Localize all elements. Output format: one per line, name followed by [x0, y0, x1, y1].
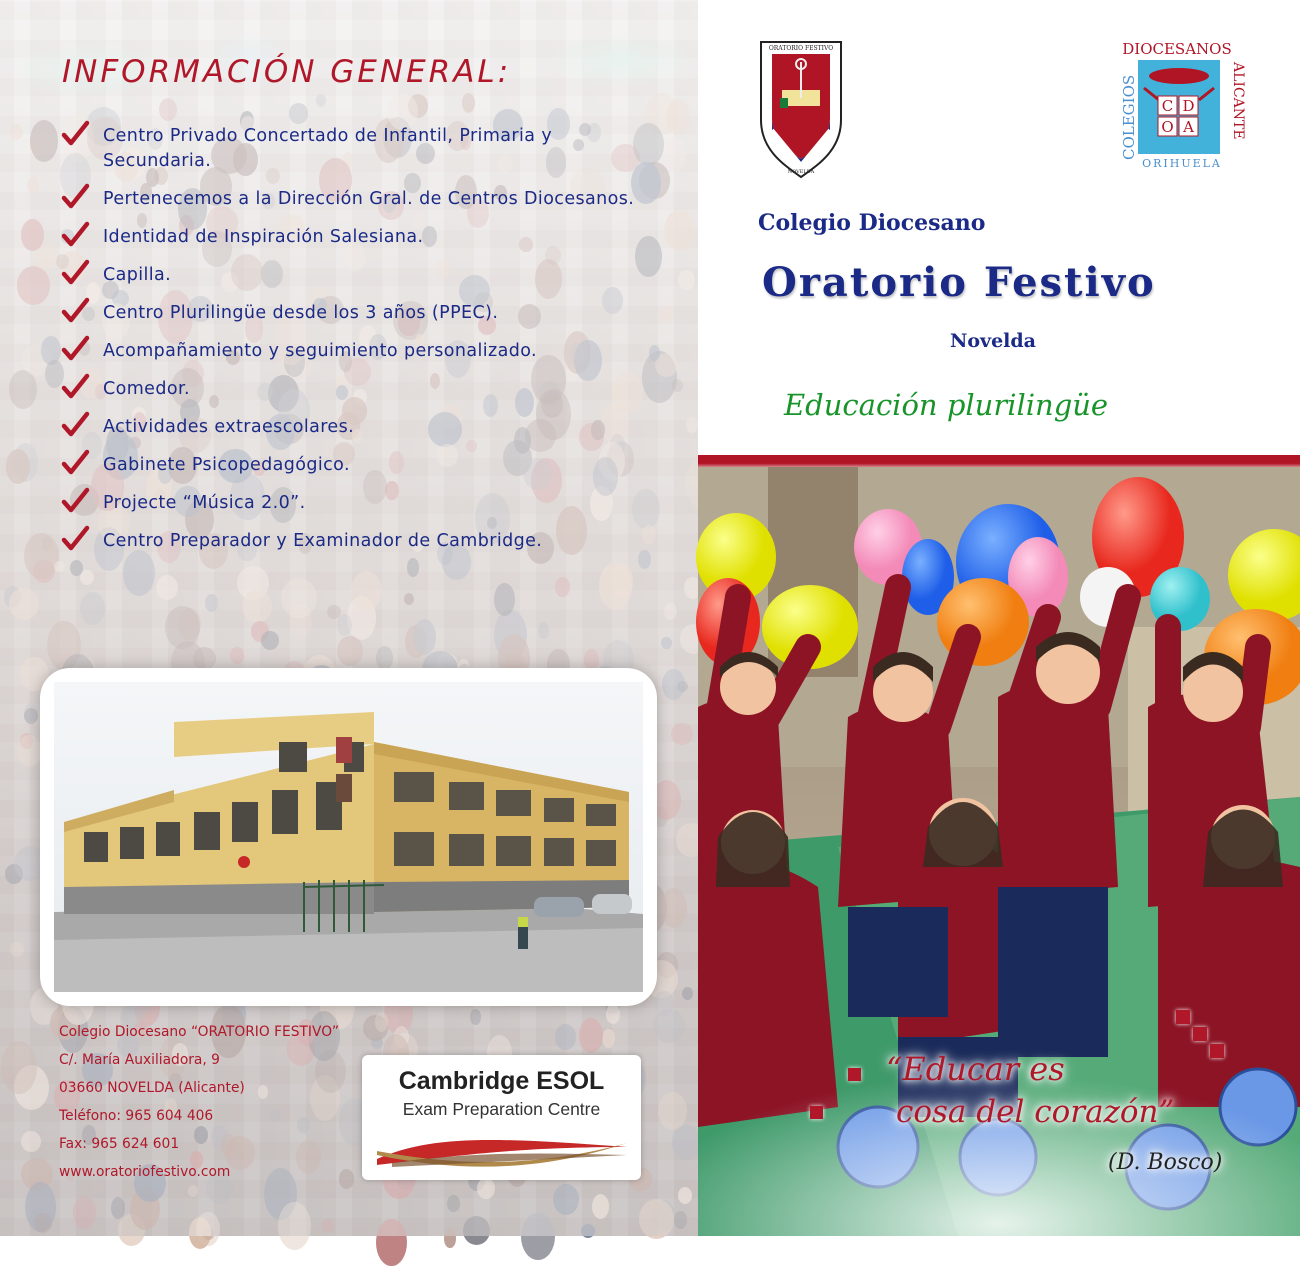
info-item	[60, 529, 660, 554]
school-shield-logo	[758, 40, 844, 180]
cdoa-letter: D	[1182, 97, 1195, 115]
school-building-photo	[54, 682, 643, 992]
info-item	[60, 263, 660, 288]
check-icon	[60, 410, 90, 440]
check-icon	[60, 334, 90, 364]
check-icon	[60, 182, 90, 212]
check-icon	[60, 524, 90, 554]
info-item	[60, 377, 660, 402]
info-item-text: Identidad de Inspiración Salesiana.	[103, 227, 424, 247]
contact-phone: Teléfono: 965 604 406	[59, 1108, 214, 1124]
cdoa-letter: C	[1161, 97, 1174, 115]
info-item	[60, 415, 660, 440]
cdoa-letter: A	[1183, 118, 1194, 136]
info-item-text: Pertenecemos a la Dirección Gral. de Centros Diocesanos.	[103, 189, 635, 209]
check-icon	[60, 220, 90, 250]
info-item-text: Gabinete Psicopedagógico.	[103, 455, 350, 475]
colegios-diocesanos-logo	[1114, 40, 1246, 170]
cambridge-esol-title: Cambridge ESOL	[398, 1067, 605, 1095]
info-item	[60, 124, 660, 174]
decorative-square	[848, 1068, 861, 1081]
cdoa-logo-bottom: ORIHUELA	[1142, 157, 1222, 170]
info-item-text: Centro Privado Concertado de Infantil, Primaria y Secundaria.	[103, 126, 553, 171]
cambridge-esol-logo	[362, 1055, 641, 1180]
decorative-square	[1193, 1027, 1207, 1041]
shield-logo-text-bottom: NOVELDA	[787, 169, 815, 175]
cdoa-letter: O	[1161, 118, 1174, 136]
school-town: Novelda	[950, 330, 1036, 352]
contact-city: 03660 NOVELDA (Alicante)	[59, 1080, 245, 1096]
info-item	[60, 301, 660, 326]
check-icon	[60, 486, 90, 516]
check-icon	[60, 448, 90, 478]
info-item-text: Centro Preparador y Examinador de Cambridge.	[103, 531, 543, 551]
info-item-text: Projecte “Música 2.0”.	[103, 493, 306, 513]
school-prefix: Colegio Diocesano	[758, 210, 986, 236]
contact-school-name: Colegio Diocesano “ORATORIO FESTIVO”	[59, 1024, 339, 1040]
cdoa-logo-top: DIOCESANOS	[1122, 40, 1232, 58]
cdoa-logo-left: COLEGIOS	[1120, 74, 1138, 160]
cambridge-esol-subtitle: Exam Preparation Centre	[402, 1099, 601, 1119]
info-item	[60, 225, 660, 250]
contact-fax: Fax: 965 624 601	[59, 1136, 180, 1152]
decorative-square	[810, 1106, 823, 1119]
cdoa-logo-right: ALICANTE	[1230, 62, 1246, 140]
swoosh-icon	[372, 1125, 631, 1173]
decorative-square	[1176, 1010, 1190, 1024]
info-item-text: Actividades extraescolares.	[103, 417, 355, 437]
info-item	[60, 187, 660, 212]
info-item-text: Capilla.	[103, 265, 172, 285]
contact-street: C/. María Auxiliadora, 9	[59, 1052, 220, 1068]
contact-block	[59, 1018, 339, 1186]
check-icon	[60, 296, 90, 326]
quote-line-1: “Educar es	[886, 1050, 1065, 1088]
info-item-text: Centro Plurilingüe desde los 3 años (PPEC).	[103, 303, 499, 323]
cover-panel	[698, 0, 1300, 1236]
check-icon	[60, 119, 90, 149]
info-item-text: Acompañamiento y seguimiento personalizado.	[103, 341, 537, 361]
check-icon	[60, 258, 90, 288]
info-item-text: Comedor.	[103, 379, 190, 399]
shield-logo-text-top: ORATORIO FESTIVO	[768, 45, 834, 52]
quote-author: (D. Bosco)	[1108, 1150, 1223, 1175]
education-tagline: Educación plurilingüe	[784, 388, 1109, 422]
contact-website: www.oratoriofestivo.com	[59, 1164, 231, 1180]
decorative-square	[1210, 1044, 1224, 1058]
info-item	[60, 339, 660, 364]
info-list	[60, 124, 660, 567]
info-item	[60, 453, 660, 478]
school-building-photo-frame	[40, 668, 657, 1006]
info-title: INFORMACIÓN GENERAL:	[62, 54, 512, 90]
quote-line-2: cosa del corazón”	[896, 1094, 1175, 1130]
school-name: Oratorio Festivo	[762, 259, 1156, 306]
info-item	[60, 491, 660, 516]
check-icon	[60, 372, 90, 402]
